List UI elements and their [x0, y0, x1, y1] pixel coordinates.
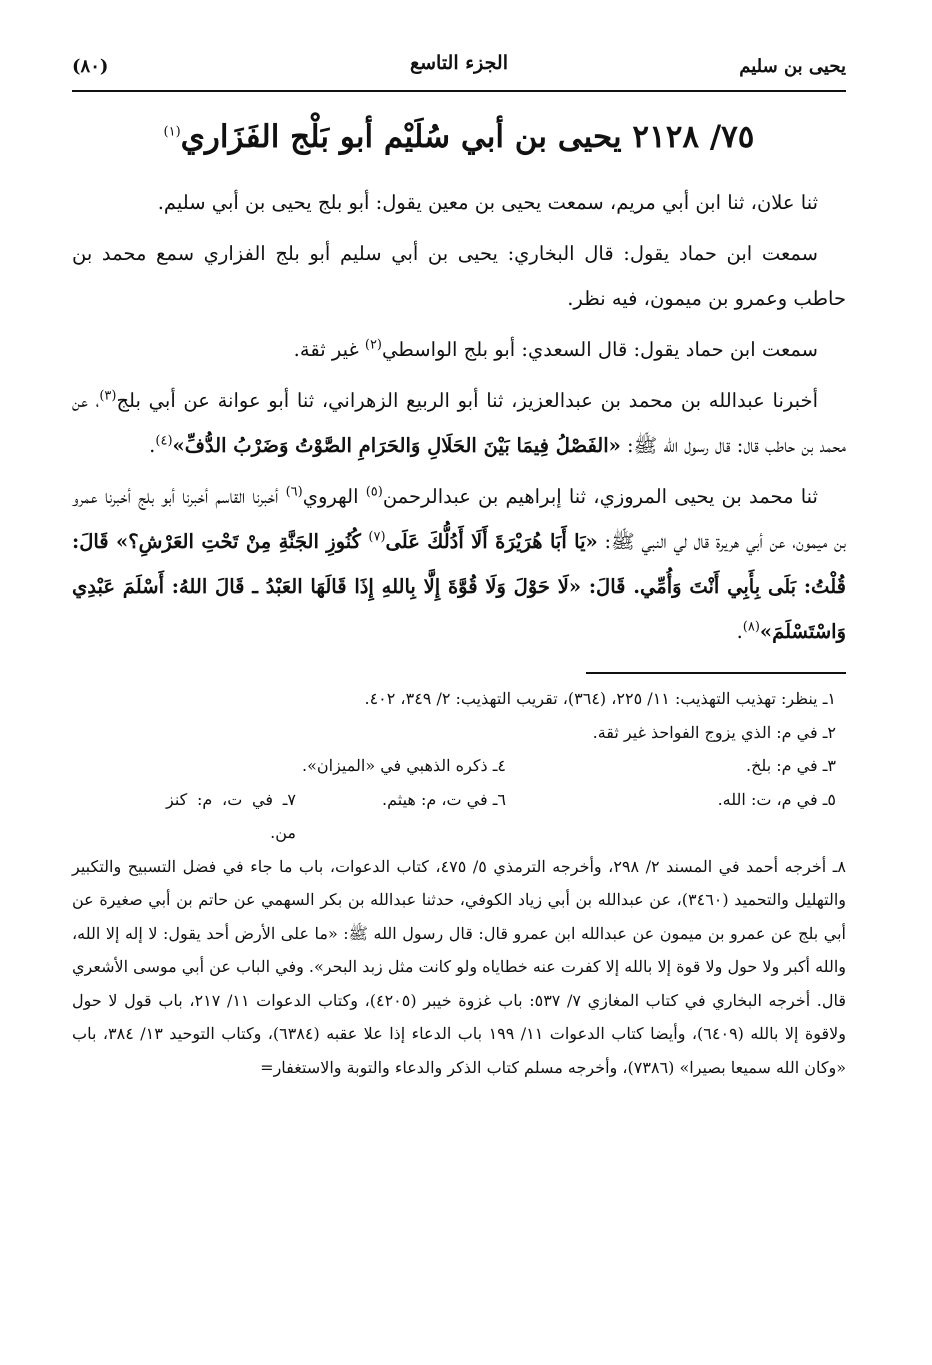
paragraph-3 [72, 327, 846, 372]
footnote-ref-1: (١) [163, 124, 181, 140]
footnote-ref-3: (٣) [99, 388, 117, 404]
book-page [72, 44, 846, 1344]
paragraph-5-text-d: . [736, 620, 743, 643]
footnote-7: ٧ـ في ت، م: كنز من. [166, 789, 296, 842]
hadith-text-2a: «يَا أَبَا هُرَيْرَةَ أَلَا أَدُلُّكَ عَلَى [385, 530, 598, 553]
footnote-ref-5: (٥) [365, 484, 383, 500]
footnote-row-3-4 [72, 749, 846, 783]
footnotes [72, 682, 846, 1084]
paragraph-4-text-a: أخبرنا عبدالله بن محمد بن عبدالعزيز، ثنا أبو الربيع الزهراني، ثنا أبو عوانة عن أبي بلج [116, 389, 818, 412]
paragraph-4 [72, 378, 846, 468]
body-text [72, 180, 846, 654]
footnote-6: ٦ـ في ت، م: هيثم. [382, 789, 506, 809]
footnote-row-5-7 [72, 783, 846, 850]
hadith-text-2b: كُنُوزِ الجَنَّةِ مِنْ تَحْتِ العَرْشِ؟» قَالَ: قُلْتُ: بَلَى بِأَبِي أَنْتَ وَأُمِّي. قَالَ: «لَا حَوْلَ وَلَا قُوَّةَ إِلَّا بِاللهِ إِذَا قَالَهَا العَبْدُ ـ قَالَ اللهُ: أَسْلَمَ عَبْدِي وَاسْتَسْلَمَ» [72, 530, 846, 643]
footnote-3: ٣ـ في م: بلخ. [746, 756, 836, 775]
footnote-ref-4: (٤) [155, 433, 173, 449]
footnote-ref-2: (٢) [364, 337, 382, 353]
paragraph-5 [72, 474, 846, 654]
paragraph-5-text-a: ثنا محمد بن يحيى المروزي، ثنا إبراهيم بن عبدالرحمن [382, 485, 818, 508]
footnote-ref-8: (٨) [742, 619, 760, 635]
paragraph-2: سمعت ابن حماد يقول: قال البخاري: يحيى بن أبي سليم أبو بلج الفزاري سمع محمد بن حاطب وعمرو بن ميمون، فيه نظر. [72, 242, 846, 310]
running-name: يحيى بن سليم [739, 56, 846, 77]
footnote-2: ٢ـ في م: الذي يزوج الفواحذ غير ثقة. [592, 722, 836, 742]
paragraph-1: ثنا علان، ثنا ابن أبي مريم، سمعت يحيى بن معين يقول: أبو بلج يحيى بن أبي سليم. [157, 191, 818, 214]
paragraph-5-text-c: أخبرنا القاسم أخبرنا أبو بلج أخبرنا عمرو بن ميمون، عن أبي هريرة قال لي النبي ﷺ: [72, 485, 846, 553]
paragraph-4-text-b: ، عن محمد بن حاطب قال: قال رسول الله ﷺ: [72, 389, 846, 457]
entry-title [72, 116, 846, 158]
footnote-ref-7: (٧) [368, 529, 386, 545]
footnote-4: ٤ـ ذكره الذهبي في «الميزان». [302, 756, 506, 775]
paragraph-5-text-b: الهروي [302, 485, 366, 508]
hadith-text-1: «الفَصْلُ فِيمَا بَيْنَ الحَلَالِ وَالحَرَامِ الصَّوْتُ وَضَرْبُ الدُّفِّ» [172, 434, 621, 457]
entry-title-text: ٧٥/ ٢١٢٨ يحيى بن أبي سُلَيْم أبو بَلْج الفَزَاري [180, 119, 755, 155]
page-number: (٨٠) [72, 56, 109, 77]
footnote-8: ٨ـ أخرجه أحمد في المسند ٢/ ٢٩٨، وأخرجه الترمذي ٥/ ٤٧٥، كتاب الدعوات، باب ما جاء في فضل التسبيح والتكبير والتهليل والتحميد (٣٤٦٠)، عن عبدالله بن أبي زياد الكوفي، حدثنا عبدالله بن بكر السهمي عن حاتم بن أبي صغيرة عن أبي بلج عن عمرو بن ميمون عن عبدالله ابن عمرو قال: قال رسول الله ﷺ: «ما على الأرض أحد يقول: لا إله إلا الله، والله أكبر ولا حول ولا قوة إلا بالله إلا كفرت عنه خطاياه ولو كانت مثل زبد البحر». وفي الباب عن أبي موسى الأشعري قال. أخرجه البخاري في كتاب المغازي ٧/ ٥٣٧: باب غزوة خيبر (٤٢٠٥)، وكتاب الدعوات ١١/ ٢١٧، باب قول لا حول ولاقوة إلا بالله (٦٤٠٩)، وأيضا كتاب الدعوات ١١/ ١٩٩ باب الدعاء إذا علا عقبه (٦٣٨٤)، وكتاب التوحيد ١٣/ ٣٨٤، باب «وكان الله سميعا بصيرا» (٧٣٨٦)، وأخرجه مسلم كتاب الذكر والدعاء والتوبة والاستغفار= [72, 856, 847, 1077]
paragraph-3-text-b: غير ثقة. [293, 338, 365, 361]
footnote-ref-6: (٦) [285, 484, 303, 500]
footnote-divider [586, 672, 846, 674]
footnote-1: ١ـ ينظر: تهذيب التهذيب: ١١/ ٢٢٥، (٣٦٤)، تقريب التهذيب: ٢/ ٣٤٩، ٤٠٢. [364, 689, 836, 708]
running-header [72, 44, 846, 92]
paragraph-4-text-c: . [149, 434, 156, 457]
volume-label: الجزء التاسع [410, 52, 508, 74]
footnote-5: ٥ـ في م، ت: الله. [717, 789, 836, 809]
paragraph-3-text-a: سمعت ابن حماد يقول: قال السعدي: أبو بلج الواسطي [382, 338, 818, 361]
